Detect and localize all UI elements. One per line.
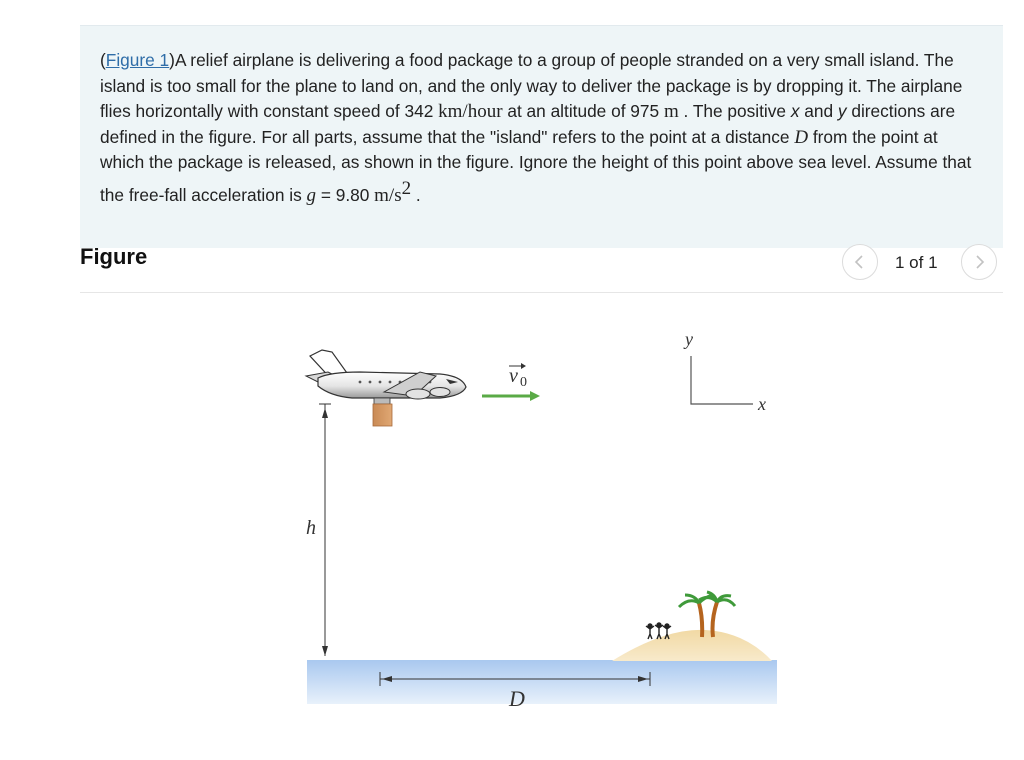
velocity-arrow — [482, 391, 540, 401]
distance-label: D — [509, 686, 525, 711]
var-x: x — [790, 101, 800, 121]
water — [307, 660, 777, 704]
airplane-icon — [306, 350, 466, 404]
var-y: y — [837, 101, 847, 121]
figure-link[interactable]: Figure 1 — [105, 50, 170, 70]
var-g: g — [306, 184, 317, 206]
height-dimension — [319, 404, 331, 656]
page-counter: 1 of 1 — [895, 253, 938, 272]
height-label: h — [306, 517, 316, 539]
altitude-unit: m — [663, 101, 679, 122]
figure-title: Figure — [80, 244, 148, 269]
food-package — [373, 404, 392, 426]
sand-mound — [612, 630, 772, 661]
svg-text:0: 0 — [520, 375, 527, 390]
svg-text:v: v — [509, 365, 518, 387]
speed-unit: km/hour — [438, 101, 503, 122]
problem-text: (Figure 1)A relief airplane is delivering a food package to a group of people stranded on a very small island. The island is too small for the plane to land on, and the only way to deliver the package is by dropping it. The airplane flies horizontally with constant speed of 342 km/hour at an altitude of 975 m . The positive x and y directions are defined in the figure. For all parts, assume that the "island" refers to the point at a distance D from the point at which the package is released, as shown in the figure. Ignore the height of this point above sea level. Assume that the free-fall acceleration is g = 9.80 $m/s^2$ . — [100, 50, 972, 206]
velocity-label — [509, 363, 527, 390]
island — [612, 592, 772, 661]
exponent: 2 — [401, 177, 412, 199]
x-axis-label: x — [758, 394, 766, 414]
acceleration-unit: m/s — [374, 184, 402, 206]
var-D: D — [794, 126, 809, 148]
y-axis-label: y — [685, 329, 693, 349]
coordinate-axes — [691, 356, 753, 404]
